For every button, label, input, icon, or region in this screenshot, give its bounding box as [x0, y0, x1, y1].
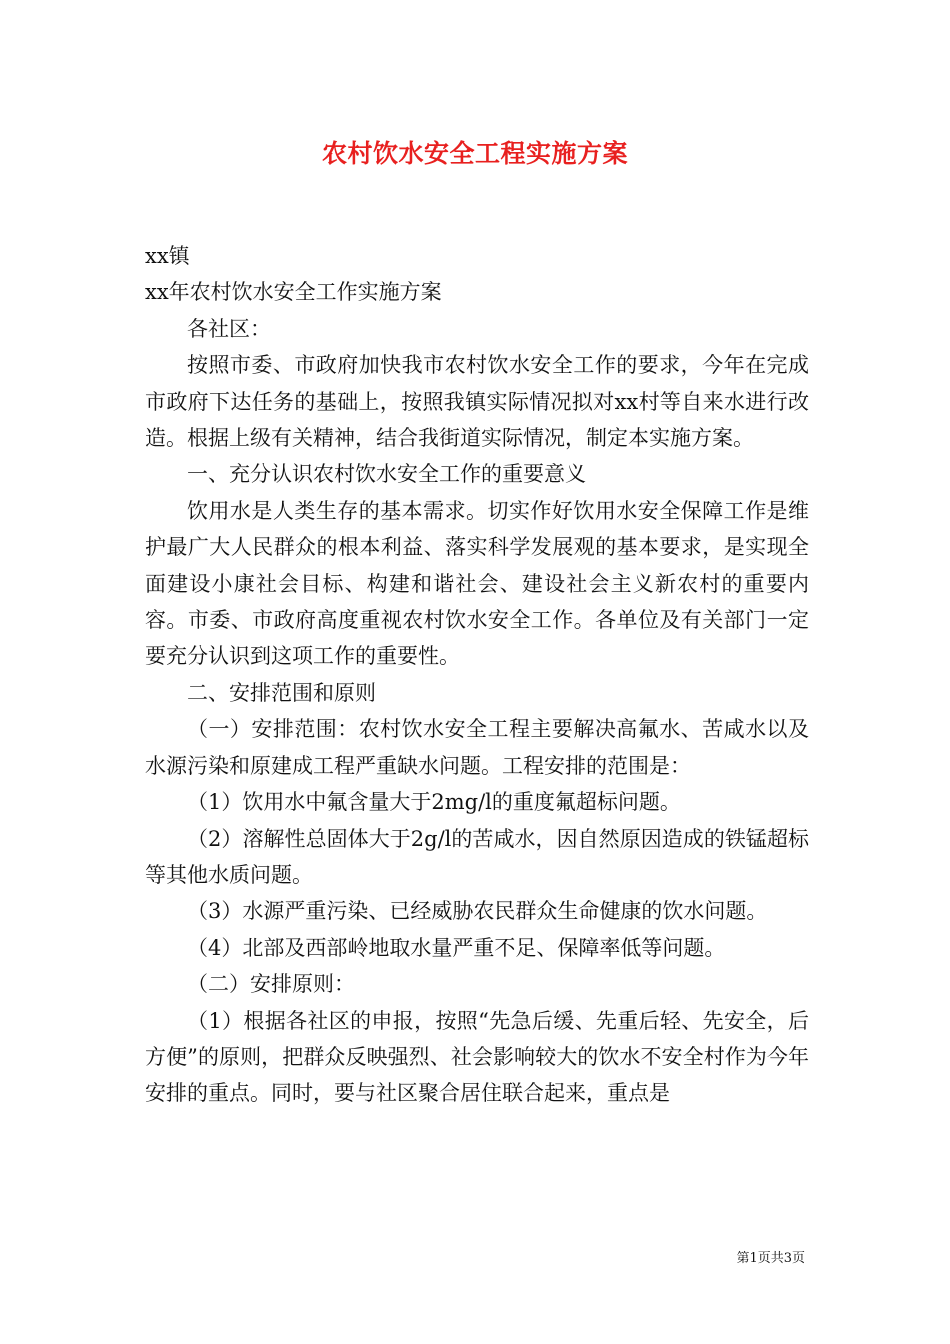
document-title: 农村饮水安全工程实施方案 [321, 139, 628, 168]
list-item: （2）溶解性总固体大于2g/l的苦咸水，因自然原因造成的铁锰超标等其他水质问题。 [145, 826, 809, 887]
section-heading: 二、安排范围和原则 [187, 680, 376, 705]
paragraph: 按照市委、市政府加快我市农村饮水安全工作的要求，今年在完成市政府下达任务的基础上，按照我镇实际情况拟对xx村等自来水进行改造。根据上级有关精神，结合我街道实际情况，制定本实施方案。 [145, 353, 809, 451]
page-number: 第1页共3页 [736, 1251, 805, 1266]
subsection-heading: （二）安排原则： [187, 972, 355, 997]
list-item: （4）北部及西部岭地取水量严重不足、保障率低等问题。 [187, 935, 726, 960]
list-item: （1）饮用水中氟含量大于2mg/l的重度氟超标问题。 [187, 790, 681, 815]
recipient-line: xx镇 [145, 244, 190, 268]
document-subtitle: xx年农村饮水安全工作实施方案 [145, 280, 442, 305]
paragraph: 饮用水是人类生存的基本需求。切实作好饮用水安全保障工作是维护最广大人民群众的根本利益、落实科学发展观的基本要求，是实现全面建设小康社会目标、构建和谐社会、建设社会主义新农村的重要内容。市委、市政府高度重视农村饮水安全工作。各单位及有关部门一定要充分认识到这项工作的重要性。 [145, 498, 809, 669]
section-heading: 一、充分认识农村饮水安全工作的重要意义 [187, 462, 586, 487]
list-item: （3）水源严重污染、已经威胁农民群众生命健康的饮水问题。 [187, 899, 768, 924]
document-body [145, 238, 809, 1112]
paragraph: （一）安排范围：农村饮水安全工程主要解决高氟水、苦咸水以及水源污染和原建成工程严重缺水问题。工程安排的范围是： [145, 717, 809, 778]
salutation: 各社区： [187, 316, 271, 341]
list-item: （1）根据各社区的申报，按照“先急后缓、先重后轻、先安全，后方便”的原则，把群众反映强烈、社会影响较大的饮水不安全村作为今年安排的重点。同时，要与社区聚合居住联合起来，重点是 [145, 1008, 809, 1106]
